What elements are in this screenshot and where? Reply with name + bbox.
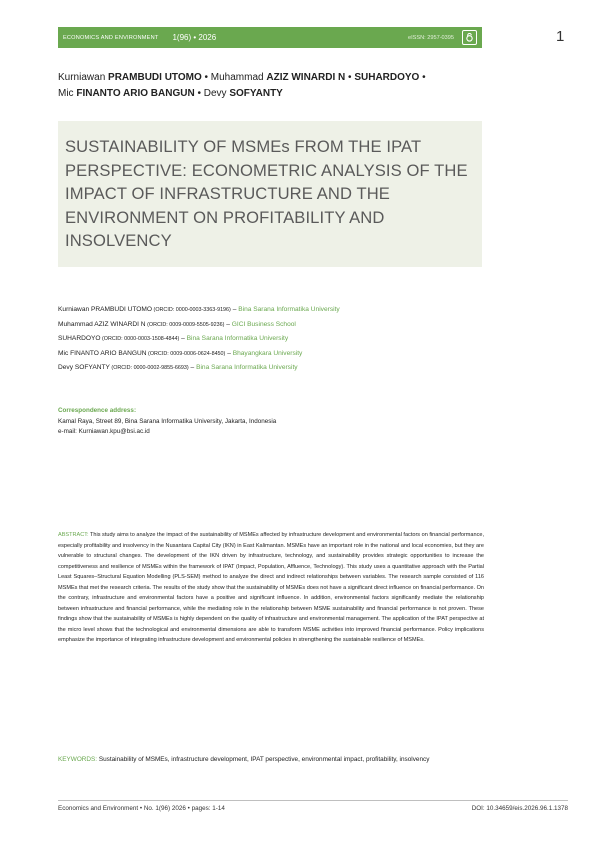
keywords-text: Sustainability of MSMEs, infrastructure development, IPAT perspective, environmental impact, profitability, insolvency: [97, 756, 430, 763]
affiliation-item: [58, 347, 340, 362]
issn: eISSN: 2957-0395: [407, 34, 454, 41]
affiliations-list: [58, 303, 340, 376]
orcid-id[interactable]: (ORCID: 0000-0002-9855-6693): [109, 365, 189, 372]
affiliation-item: [58, 332, 340, 347]
orcid-id[interactable]: (ORCID: 0000-0003-1508-4844): [100, 336, 180, 343]
author-separator: •: [419, 72, 426, 83]
footer-divider: [58, 800, 568, 801]
correspondence-email[interactable]: e-mail: Kurniawan.kpu@bsi.ac.id: [58, 428, 150, 435]
author-separator: • Devy: [194, 88, 230, 99]
author-surname: AZIZ WINARDI N: [266, 72, 346, 83]
author-surname: PRAMBUDI UTOMO: [108, 72, 202, 83]
abstract-label: ABSTRACT:: [58, 532, 89, 538]
correspondence-block: [58, 406, 276, 438]
keywords: [58, 754, 484, 765]
journal-header-bar: [58, 27, 482, 48]
correspondence-address: Kamal Raya, Street 89, Bina Sarana Informatika University, Jakarta, Indonesia: [58, 417, 277, 425]
affiliation-separator: –: [179, 335, 187, 343]
paper-title: SUSTAINABILITY OF MSMEs FROM THE IPAT PERSPECTIVE: ECONOMETRIC ANALYSIS OF THE IMPACT OF INFRASTRUCTURE AND THE ENVIRONMENT ON PROFITABILITY AND INSOLVENCY: [65, 137, 468, 250]
abstract-text: This study aims to analyze the impact of the sustainability of MSMEs affected by infrastructure development and environmental factors on financial performance, especially profitability and insolvency in the Nusantara Capital City (IKN) in East Kalimantan. MSMEs have an important role in the national and local economies, but they are vulnerable to structural changes. The development of the IKN driven by infrastructure, technology, and sustainability provides strategic opportunities to increase the competitiveness and resilience of MSMEs within the framework of IPAT (Impact, Population, Affluence, Technology). This study uses a quantitative approach with the Partial Least Squares–Structural Equation Modelling (PLS-SEM) method to analyze the direct and indirect relationships between variables. The research sample consisted of 116 MSMEs that met the research criteria. The results of the study show that the sustainability of MSMEs does not have a significant direct influence on financial performance. On the contrary, infrastructure and environmental factors have a positive and significant influence. In addition, environmental factors significantly mediate the relationship between infrastructure and financial performance, while the mediating role in the relationship between MSME sustainability and financial performance is not proven. These findings show that the sustainability of MSMEs is highly dependent on the quality of infrastructure and environmental management. The application of the IPAT perspective at the micro level shows that the technological and environmental dimensions are able to transform MSME activities into improved financial performance. Policy implications emphasize the importance of integrating infrastructure development and environmental policies in strengthening the sustainable resilience of MSMEs.: [58, 532, 484, 643]
affiliation-separator: –: [188, 364, 197, 372]
affiliation-author: Devy SOFYANTY: [58, 364, 110, 372]
footer-citation: Economics and Environment • No. 1(96) 2026 • pages: 1-14: [58, 805, 225, 812]
affiliation-separator: –: [224, 320, 232, 328]
author-surname: FINANTO ARIO BANGUN: [76, 88, 195, 99]
abstract: [58, 530, 484, 646]
affiliation-author: Muhammad AZIZ WINARDI N: [58, 320, 146, 328]
keywords-label: KEYWORDS:: [58, 756, 98, 763]
footer-doi[interactable]: DOI: 10.34659/eis.2026.96.1.1378: [471, 805, 568, 812]
open-access-logo-icon: [462, 30, 477, 45]
affiliation-item: [58, 361, 340, 376]
affiliation-author: Mic FINANTO ARIO BANGUN: [58, 349, 147, 357]
orcid-id[interactable]: (ORCID: 0009-0006-0624-8450): [146, 350, 226, 357]
correspondence-label: Correspondence address:: [58, 407, 137, 414]
affiliation-university: GICI Business School: [231, 320, 296, 328]
author-surname: SUHARDOYO: [354, 72, 420, 83]
title-box: [58, 121, 482, 267]
affiliation-item: [58, 303, 340, 318]
affiliation-author: Kurniawan PRAMBUDI UTOMO: [58, 306, 153, 313]
issue-number: 1(96) • 2026: [172, 33, 217, 42]
author-first-name: Kurniawan: [58, 72, 109, 83]
author-separator: • Muhammad: [201, 72, 267, 83]
affiliation-separator: –: [230, 306, 239, 313]
affiliation-author: SUHARDOYO: [58, 335, 101, 343]
affiliation-university: Bina Sarana Informatika University: [186, 335, 289, 343]
affiliation-university: Bina Sarana Informatika University: [238, 306, 340, 313]
affiliation-separator: –: [225, 349, 233, 357]
page-number: 1: [556, 28, 565, 45]
author-list: [58, 70, 488, 102]
orcid-id[interactable]: (ORCID: 0000-0003-3363-9196): [152, 307, 231, 313]
journal-name: ECONOMICS AND ENVIRONMENT: [63, 34, 159, 41]
affiliation-university: Bina Sarana Informatika University: [196, 364, 298, 372]
author-surname: SOFYANTY: [229, 88, 283, 99]
orcid-id[interactable]: (ORCID: 0009-0009-5505-9236): [145, 321, 225, 328]
affiliation-item: [58, 318, 340, 333]
author-separator: •: [345, 72, 355, 83]
affiliation-university: Bhayangkara University: [232, 349, 303, 357]
author-first-name: Mic: [58, 88, 77, 99]
